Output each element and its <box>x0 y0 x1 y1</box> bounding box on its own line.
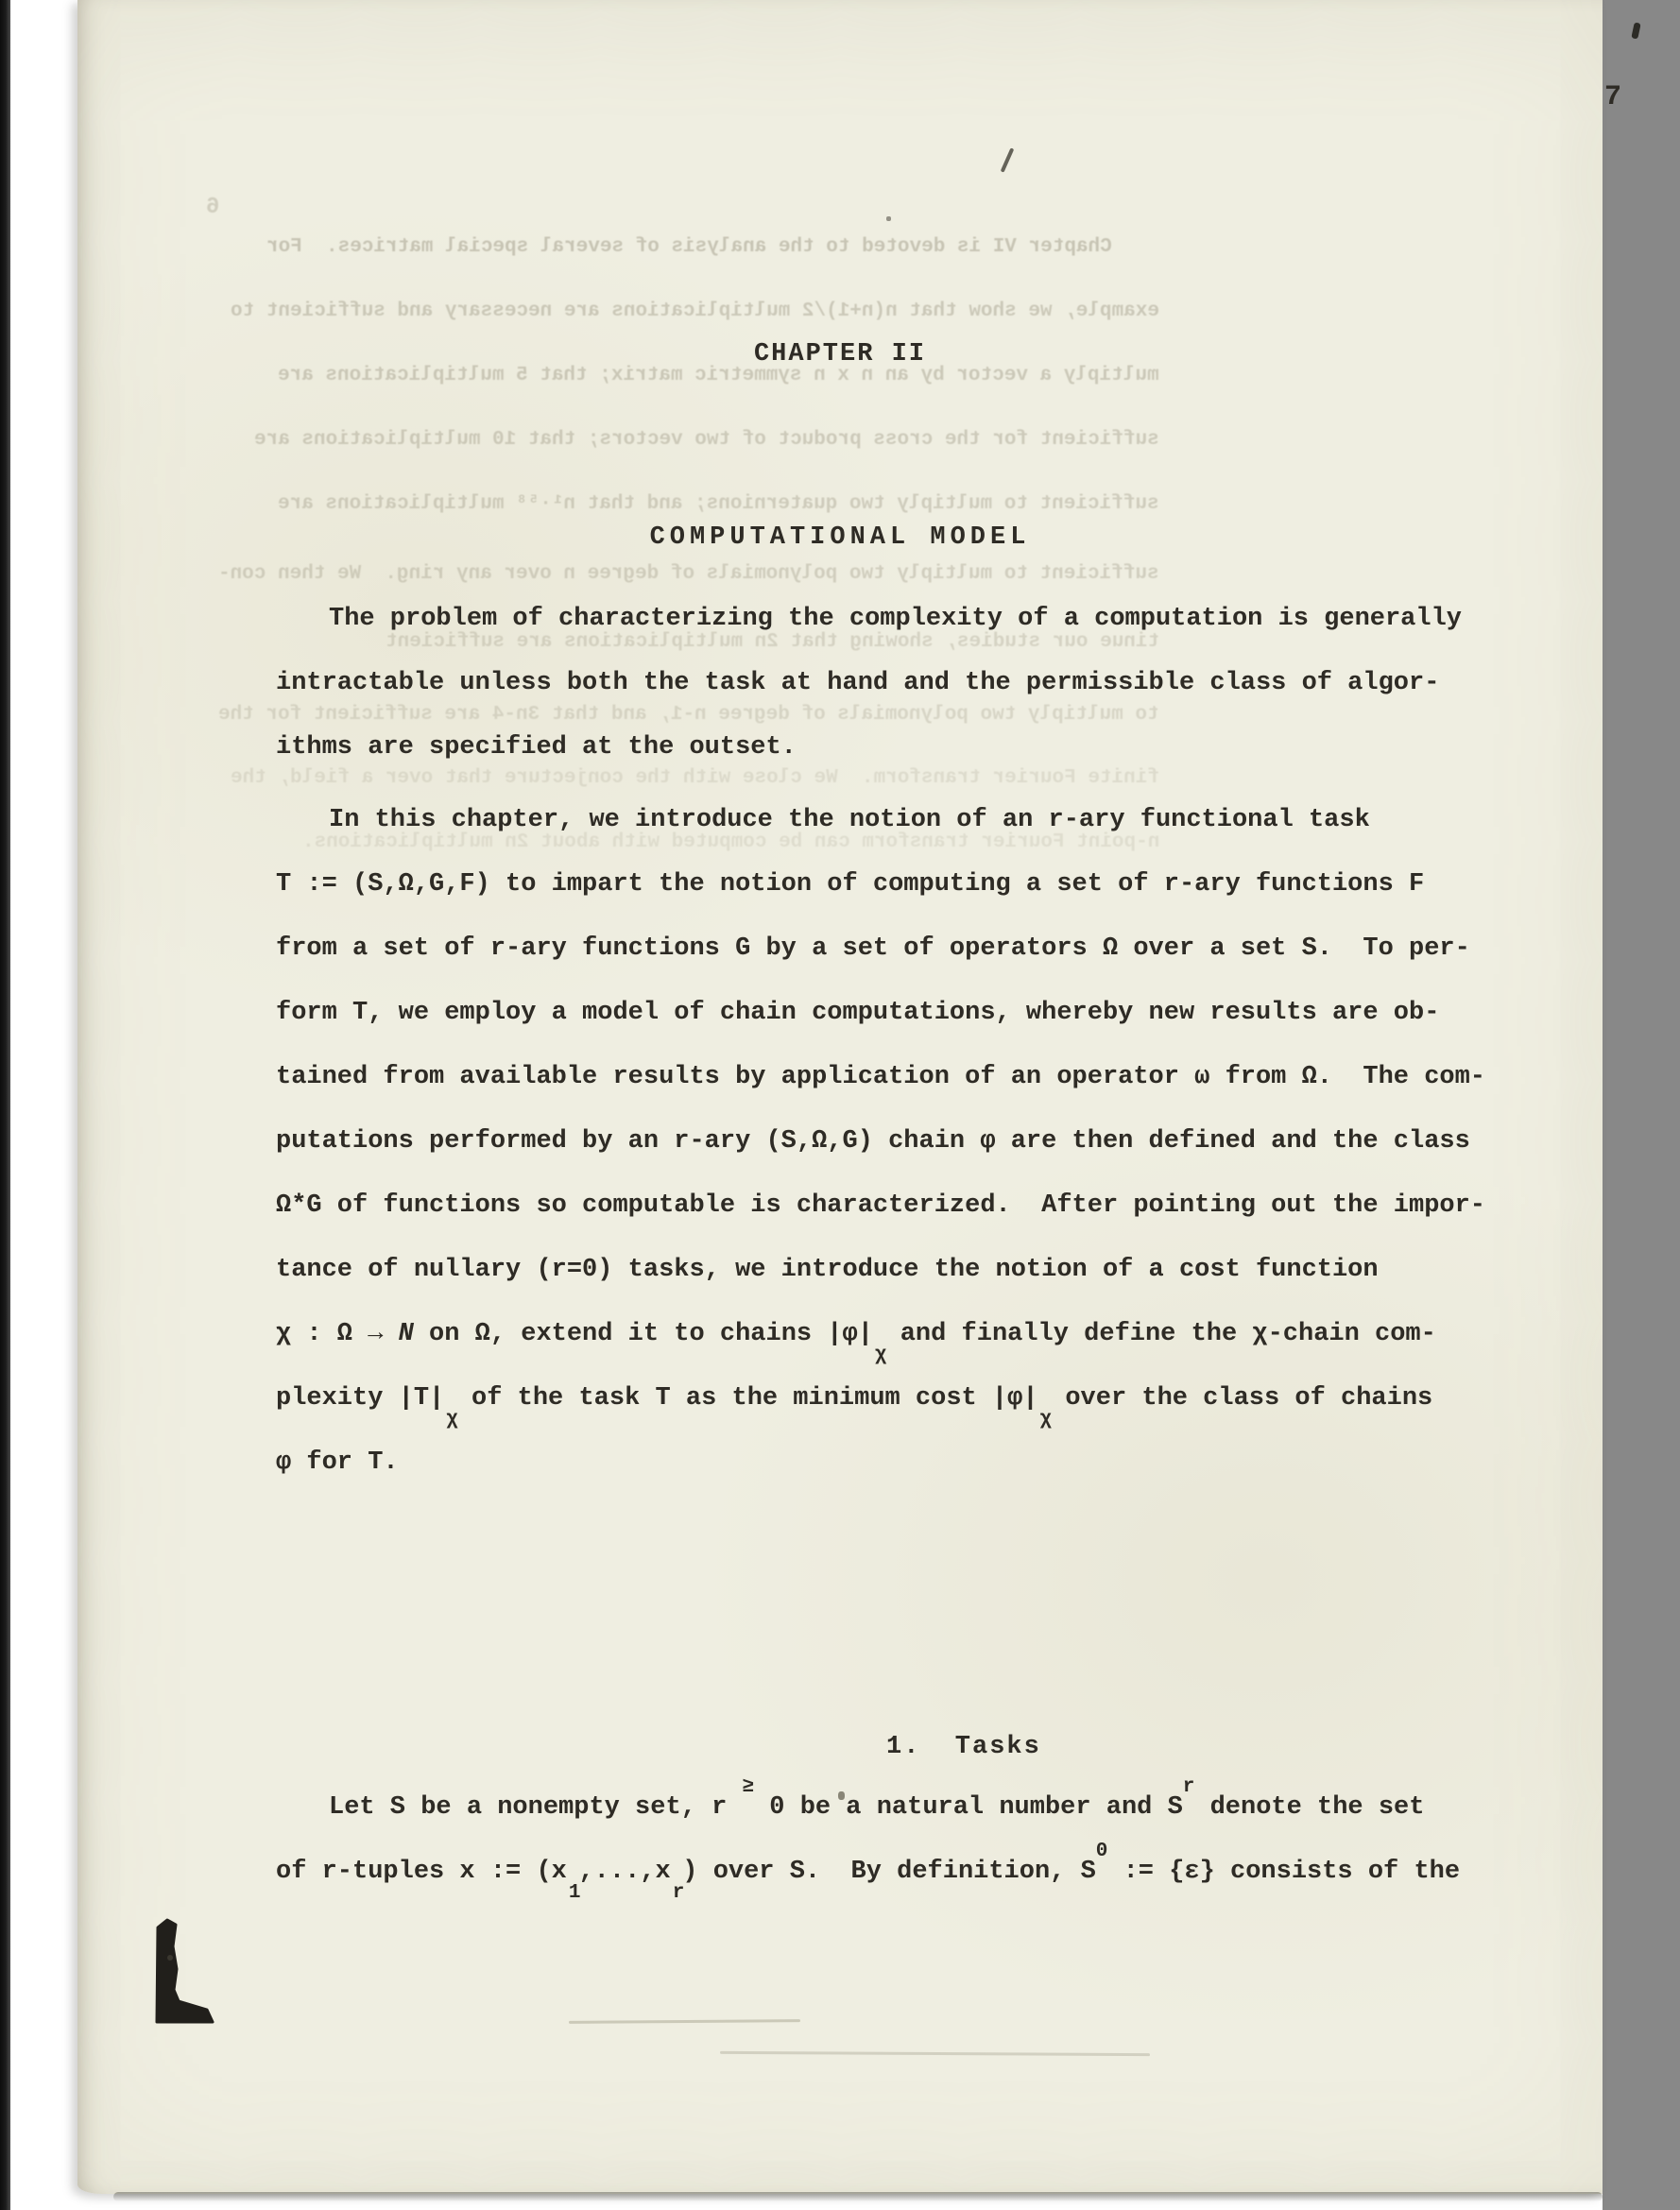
bleedthrough-line: example, we show that n(n+1)/2 multiplications are necessary and sufficient to <box>231 300 1159 322</box>
text-line: of r-tuples x := $(x_1,...,x_r)$ over S. By definition, $S^0$ := {ε} consists of the <box>276 1841 1461 1905</box>
bleedthrough-page-number: 6 <box>206 195 220 220</box>
text-line: φ for T. <box>276 1448 399 1477</box>
text-line: intractable unless both the task at hand and the permissible class of algor- <box>276 669 1440 697</box>
bleedthrough-line: finite Fourier transform. We close with the conjecture that over a field, the <box>231 767 1159 789</box>
ink-speck <box>886 216 891 221</box>
bleedthrough-line: n-point Fourier transform can be computed with about 2n multiplications. <box>301 831 1159 853</box>
text-line: χ : Ω → N on Ω, extend it to chains $|\varphi|_\chi$ and finally define the χ-chain com- <box>276 1320 1436 1367</box>
scratch-line <box>720 2051 1150 2056</box>
bleedthrough-line: multiply a vector by an n x n symmetric matrix; that 5 multiplications are <box>278 365 1159 386</box>
text-line: tance of nullary (r=0) tasks, we introduce the notion of a cost function <box>276 1256 1379 1284</box>
text-line: T := (S,Ω,G,F) to impart the notion of computing a set of r-ary functions F <box>276 870 1425 899</box>
paragraph-1 <box>276 587 1523 779</box>
bleedthrough-line: sufficient to multiply two polynomials of degree n over any ring. We then con- <box>218 563 1159 585</box>
section-heading: 1. Tasks <box>886 1733 1041 1761</box>
bleedthrough-line: tinue our studies, showing that 2n multiplications are sufficient <box>385 631 1159 653</box>
text-line: The problem of characterizing the complexity of a computation is generally <box>329 605 1462 633</box>
text-line: tained from available results by application of an operator ω from Ω. The com- <box>276 1063 1486 1091</box>
bleedthrough-line: to multiply two polynomials of degree n-1, and that 3n-4 are sufficient for the <box>218 704 1159 726</box>
paper-bottom-shadow <box>113 2192 1603 2201</box>
text-line: Ω*G of functions so computable is characterized. After pointing out the impor- <box>276 1191 1486 1220</box>
stray-slash-mark <box>1001 147 1015 172</box>
text-line: putations performed by an r-ary (S,Ω,G) chain φ are then defined and the class <box>276 1127 1470 1156</box>
paragraph-2 <box>276 788 1523 1495</box>
paper-sheet <box>77 0 1622 2194</box>
text-line: plexity $|T|_\chi$ of the task T as the minimum cost $|\varphi|_\chi$ over the class of chains <box>276 1384 1433 1431</box>
bleedthrough-line: sufficient to multiply two quaternions; and that n¹·⁵⁸ multiplications are <box>278 493 1159 515</box>
scratch-line <box>569 2019 800 2024</box>
page-number: 7 <box>1604 81 1622 113</box>
scan-left-edge <box>0 0 10 2210</box>
ink-blob <box>153 1920 221 2024</box>
chapter-heading: CHAPTER II <box>753 340 927 368</box>
text-line: from a set of r-ary functions G by a set of operators Ω over a set S. To per- <box>276 934 1470 963</box>
text-line: In this chapter, we introduce the notion of an r-ary functional task <box>329 806 1370 834</box>
ink-speck <box>1631 22 1640 39</box>
text-line: Let S be a nonempty set, r ≥ 0 be a natural number and $S^r$ denote the set <box>329 1776 1425 1822</box>
text-line: form T, we employ a model of chain computations, whereby new results are ob- <box>276 999 1440 1027</box>
paragraph-3 <box>276 1775 1523 1904</box>
bleedthrough-line: sufficient for the cross product of two vectors; that 10 multiplications are <box>254 429 1159 451</box>
chapter-title: COMPUTATIONAL MODEL <box>649 523 1031 552</box>
bleedthrough-line: Chapter VI is devoted to the analysis of several special matrices. For <box>266 236 1112 258</box>
text-line: ithms are specified at the outset. <box>276 733 797 762</box>
